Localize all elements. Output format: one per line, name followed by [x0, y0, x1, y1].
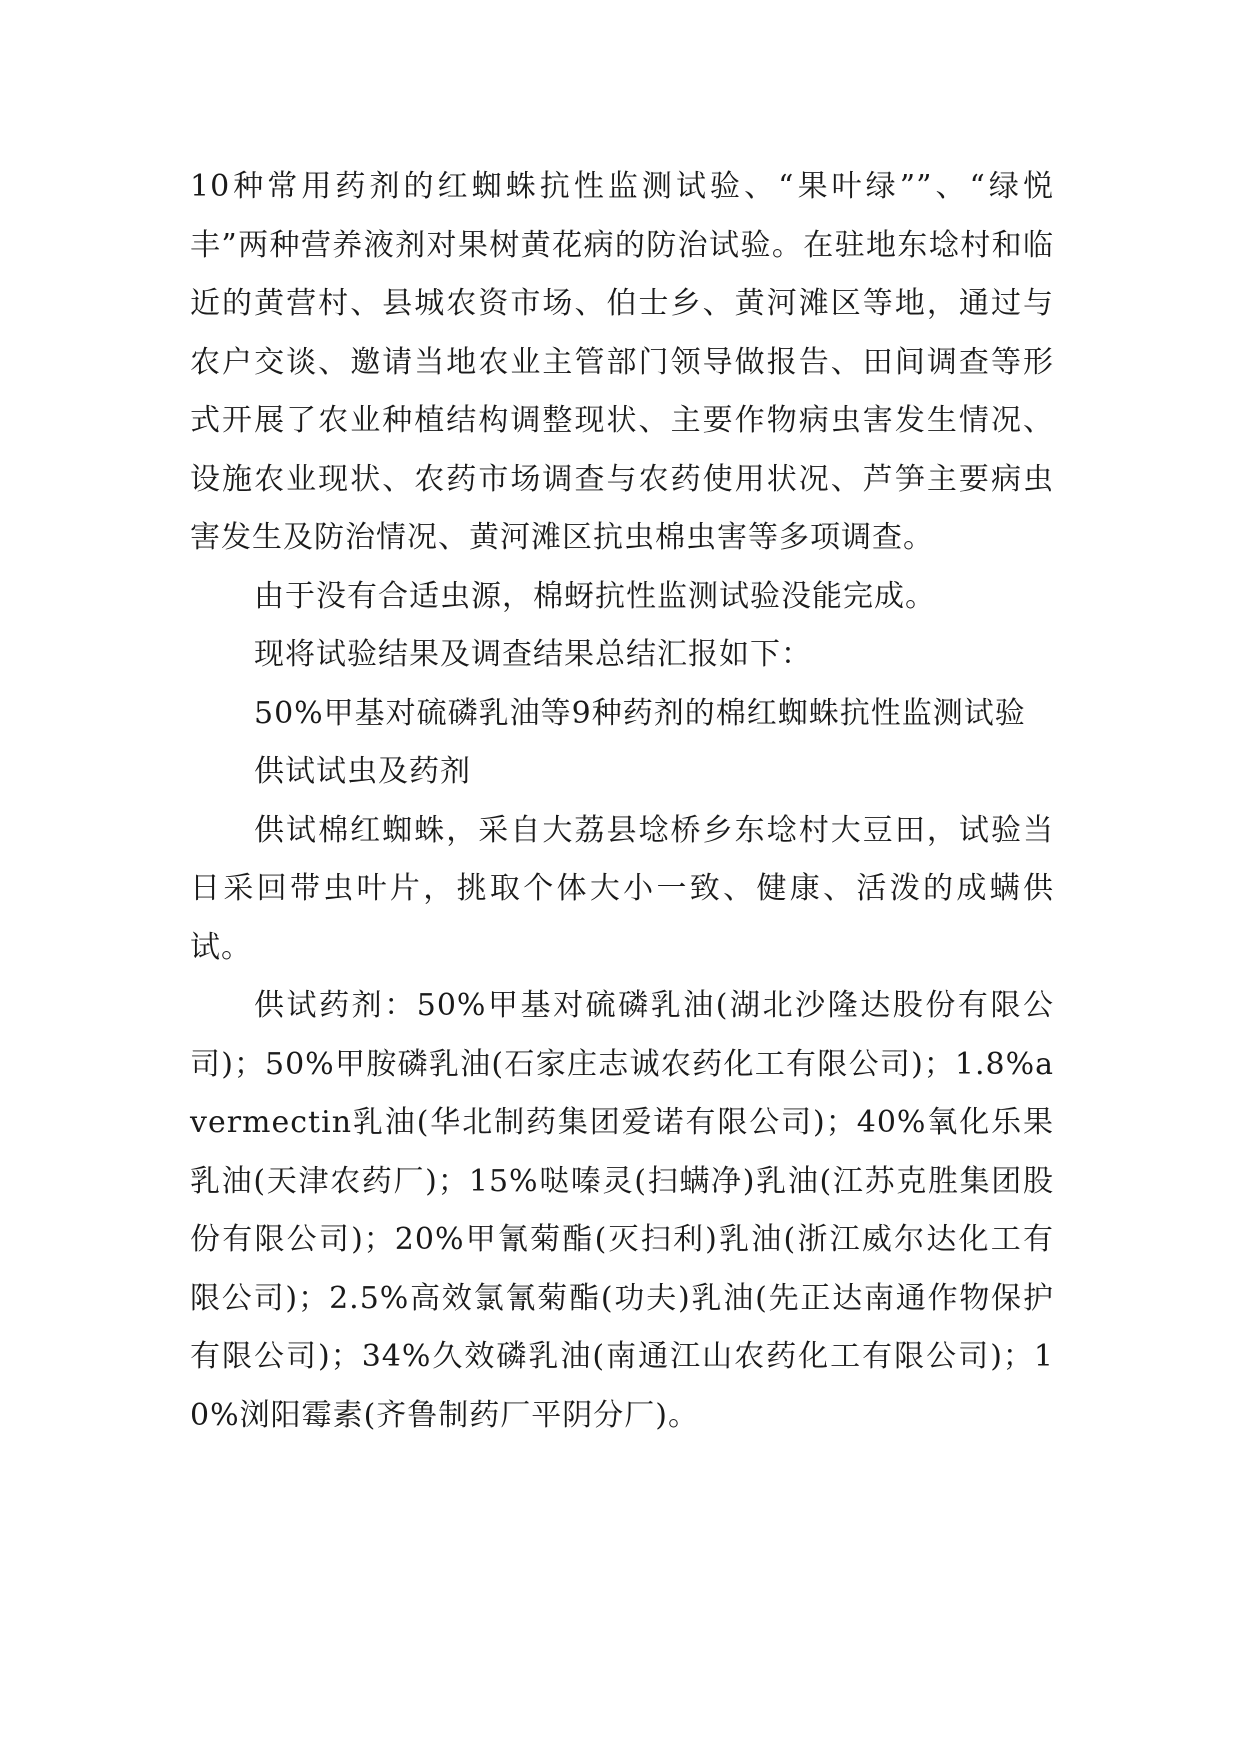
document-body	[190, 158, 1054, 1445]
paragraph-2: 由于没有合适虫源，棉蚜抗性监测试验没能完成。	[254, 578, 936, 614]
paragraph-1: 10种常用药剂的红蜘蛛抗性监测试验、“果叶绿””、“绿悦丰”两种营养液剂对果树黄花病的防治试验。在驻地东埝村和临近的黄营村、县城农资市场、伯士乡、黄河滩区等地，通过与农户交谈、邀请当地农业主管部门领导做报告、田间调查等形式开展了农业种植结构调整现状、主要作物病虫害发生情况、设施农业现状、农药市场调查与农药使用状况、芦笋主要病虫害发生及防治情况、黄河滩区抗虫棉虫害等多项调查。	[190, 169, 1054, 555]
subsection-heading-1: 供试试虫及药剂	[254, 754, 471, 789]
section-heading-1: 50%甲基对硫磷乳油等9种药剂的棉红蜘蛛抗性监测试验	[254, 695, 1026, 731]
paragraph-test-agents: 供试药剂：50%甲基对硫磷乳油(湖北沙隆达股份有限公司)；50%甲胺磷乳油(石家庄志诚农药化工有限公司)；1.8%avermectin乳油(华北制药集团爱诺有限公司)；40%氧化乐果乳油(天津农药厂)；15%哒嗪灵(扫螨净)乳油(江苏克胜集团股份有限公司)；20%甲氰菊酯(灭扫利)乳油(浙江威尔达化工有限公司)；2.5%高效氯氰菊酯(功夫)乳油(先正达南通作物保护有限公司)；34%久效磷乳油(南通江山农药化工有限公司)；10%浏阳霉素(齐鲁制药厂平阴分厂)。	[190, 988, 1054, 1433]
paragraph-3: 现将试验结果及调查结果总结汇报如下：	[254, 637, 812, 672]
paragraph-test-insect: 供试棉红蜘蛛，采自大荔县埝桥乡东埝村大豆田，试验当日采回带虫叶片，挑取个体大小一致、健康、活泼的成螨供试。	[190, 812, 1054, 965]
